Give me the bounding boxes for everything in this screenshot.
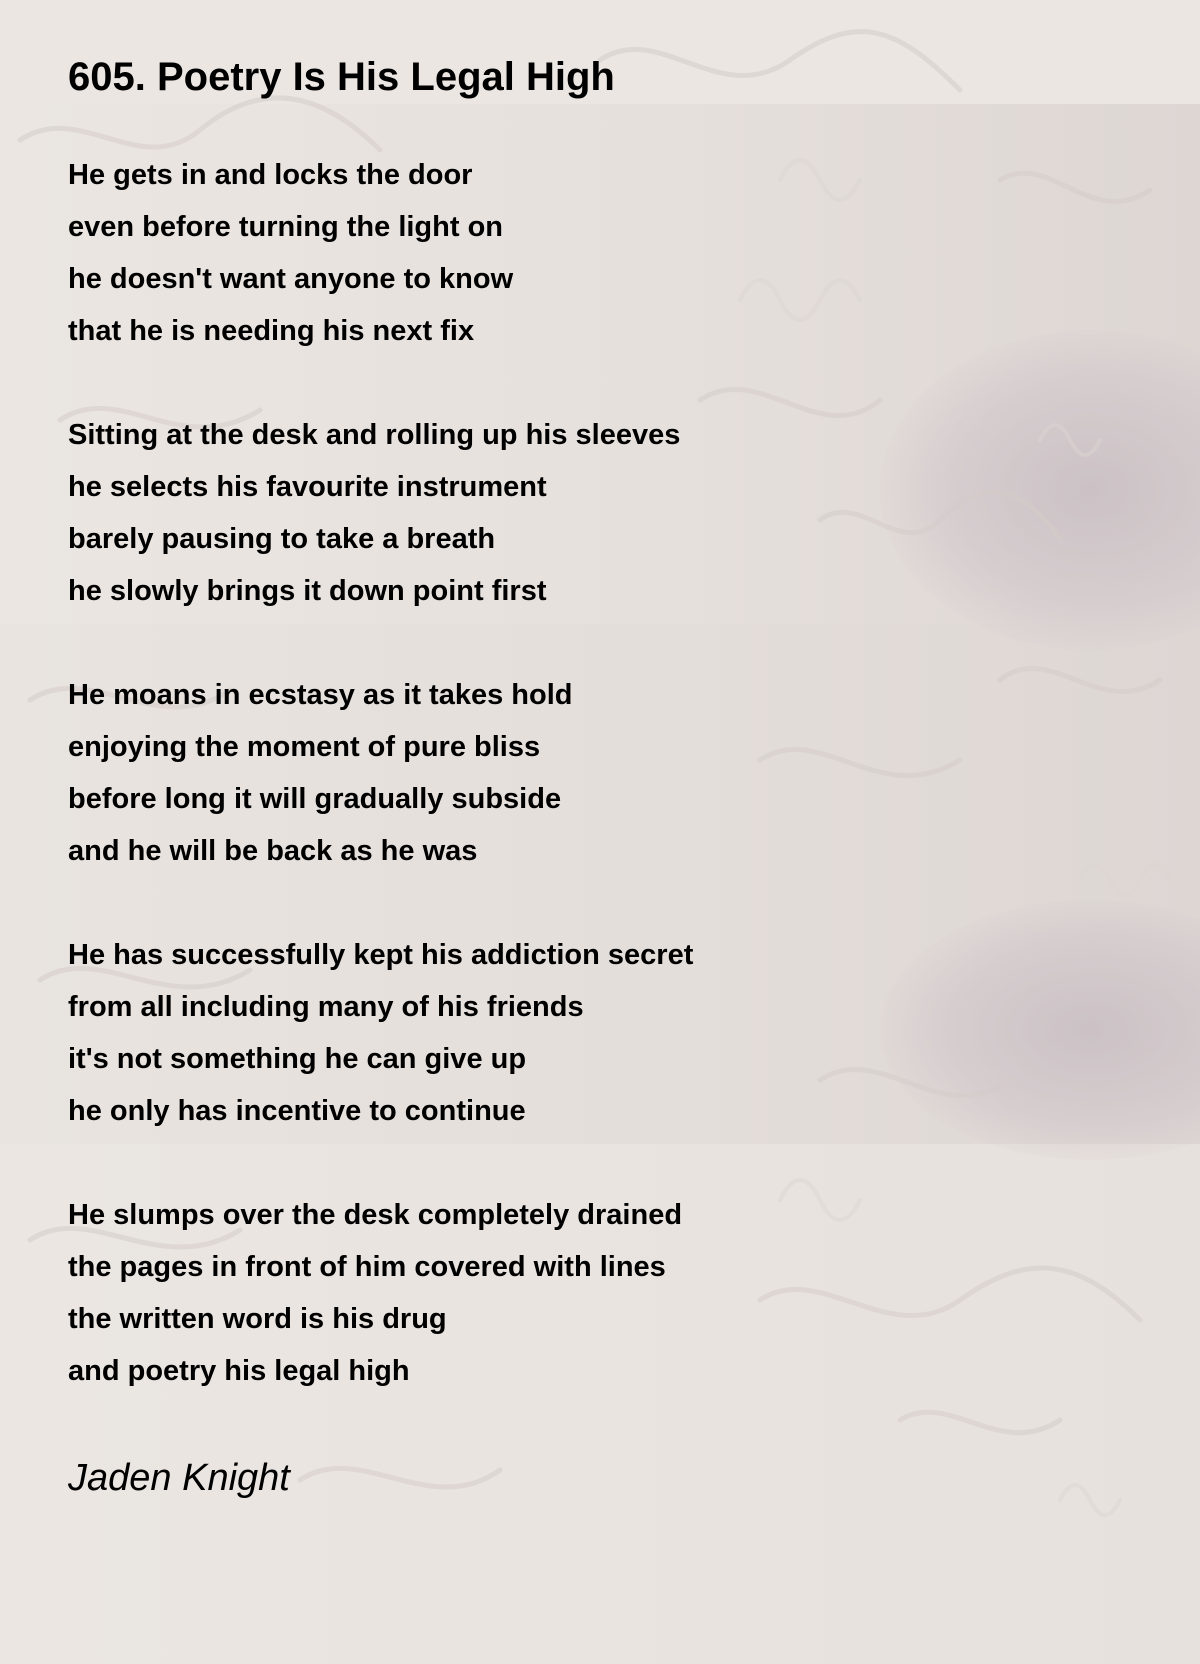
poem-line: the pages in front of him covered with lines [68,1251,666,1283]
poem-line: that he is needing his next fix [68,315,475,347]
stanza-3 [68,669,572,877]
poem-line: it's not something he can give up [68,1043,527,1075]
poem-line: even before turning the light on [68,211,503,243]
poem-line: and he will be back as he was [68,835,478,867]
poem-line: Sitting at the desk and rolling up his sleeves [68,419,681,451]
poem-line: from all including many of his friends [68,991,584,1023]
poem-line: enjoying the moment of pure bliss [68,731,541,763]
poem-line: he slowly brings it down point first [68,575,547,607]
poem-line: he only has incentive to continue [68,1095,526,1127]
stanza-1 [68,149,513,357]
poem-line: He gets in and locks the door [68,159,473,191]
poem-author: Jaden Knight [68,1457,290,1499]
stanza-4 [68,929,693,1137]
poem-line: He has successfully kept his addiction secret [68,939,694,971]
poem-line: He slumps over the desk completely drained [68,1199,683,1231]
poem-line: barely pausing to take a breath [68,523,496,555]
stanza-5 [68,1189,682,1397]
poem-title: 605. Poetry Is His Legal High [68,55,615,99]
stanza-2 [68,409,680,617]
poem-line: he doesn't want anyone to know [68,263,514,295]
poem-line: He moans in ecstasy as it takes hold [68,679,573,711]
poem-line: the written word is his drug [68,1303,447,1335]
poem-line: before long it will gradually subside [68,783,562,815]
poem-line: and poetry his legal high [68,1355,410,1387]
poem-line: he selects his favourite instrument [68,471,547,503]
